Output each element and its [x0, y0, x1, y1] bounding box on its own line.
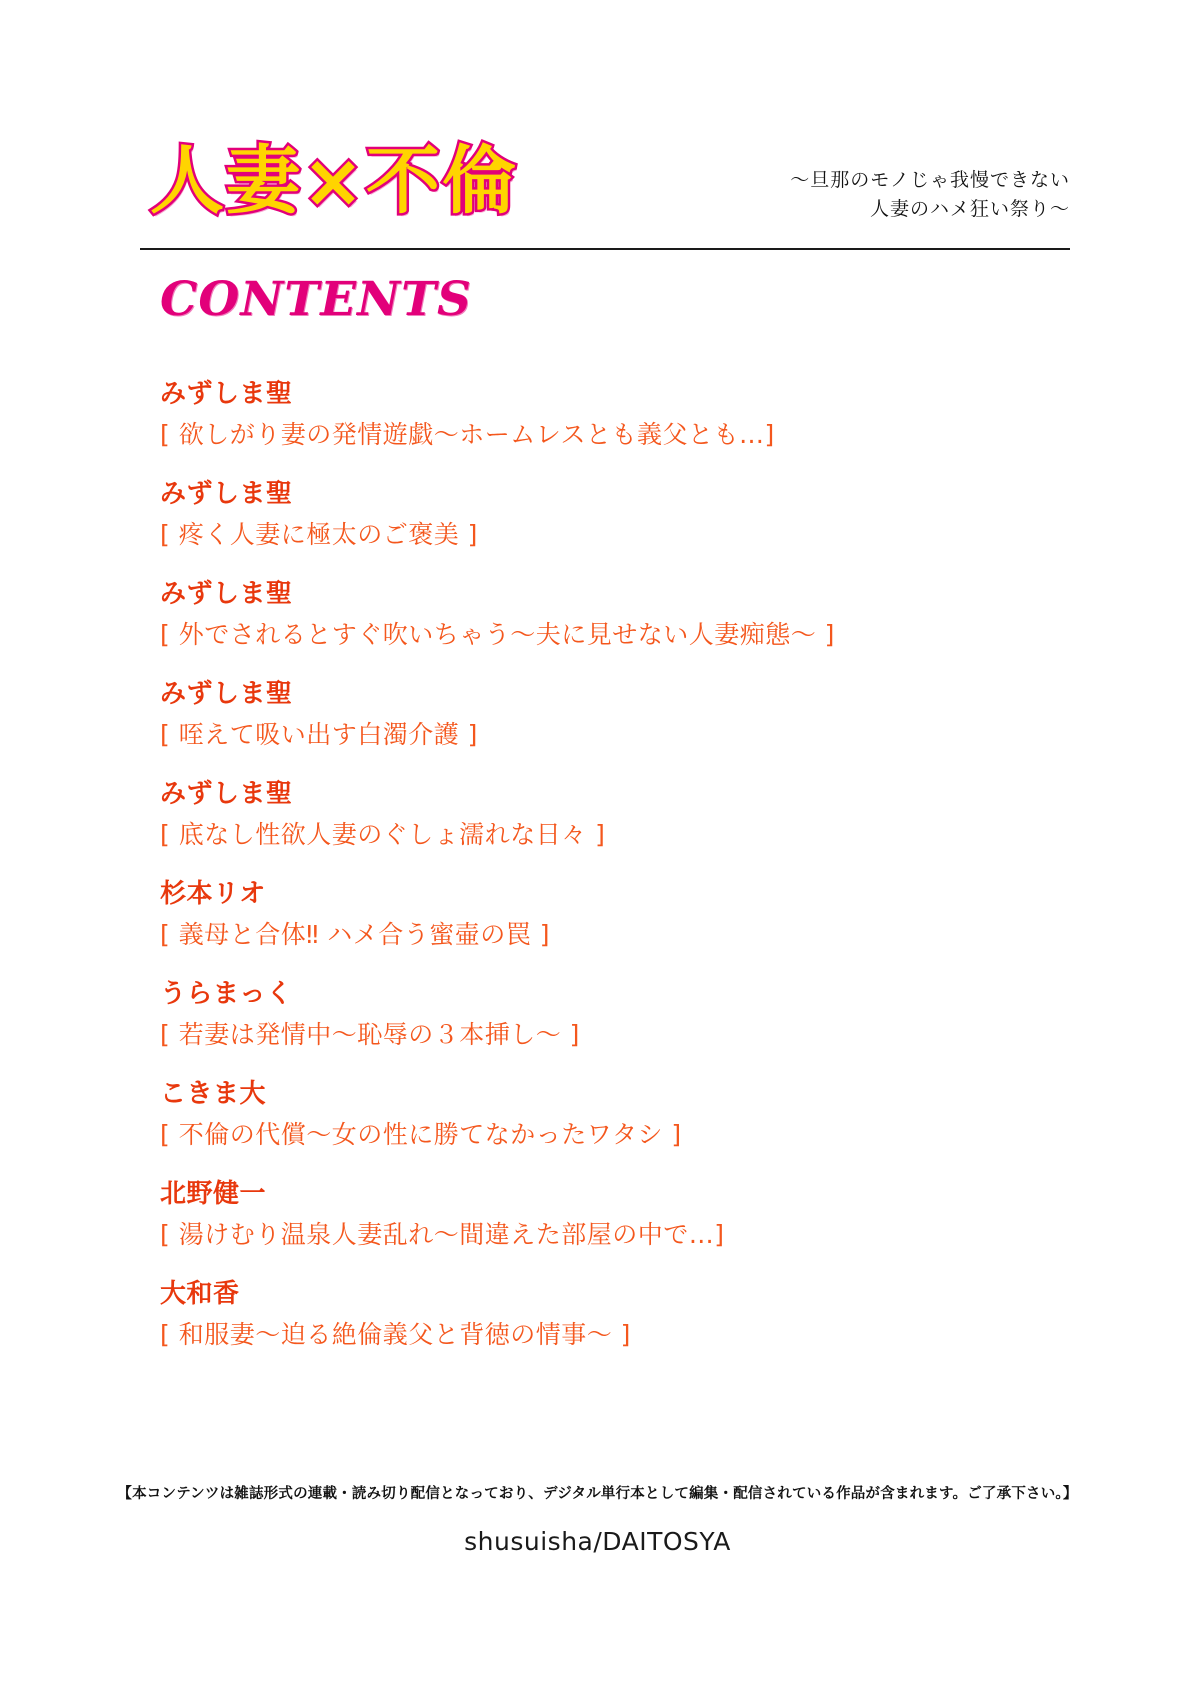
list-item — [160, 1078, 1060, 1151]
list-item — [160, 578, 1060, 651]
masthead-divider — [140, 248, 1070, 250]
list-item — [160, 1178, 1060, 1251]
list-item — [160, 678, 1060, 751]
masthead — [140, 140, 1070, 250]
entry-title: [ 和服妻〜迫る絶倫義父と背徳の情事〜 ] — [160, 1319, 631, 1349]
entry-author: みずしま聖 — [160, 779, 293, 809]
entry-author: 杉本リオ — [160, 879, 266, 909]
entry-author: みずしま聖 — [160, 379, 293, 409]
list-item — [160, 778, 1060, 851]
entry-title: [ 疼く人妻に極太のご褒美 ] — [160, 519, 478, 549]
contents-list — [160, 378, 1060, 1378]
publication-subtitle-line-2: 人妻のハメ狂い祭り〜 — [869, 198, 1070, 221]
list-item — [160, 978, 1060, 1051]
entry-title: [ 外でされるとすぐ吹いちゃう〜夫に見せない人妻痴態〜 ] — [160, 619, 835, 649]
entry-author: 大和香 — [160, 1279, 240, 1309]
list-item — [160, 378, 1060, 451]
entry-author: 北野健一 — [160, 1179, 267, 1209]
entry-title: [ 欲しがり妻の発情遊戯〜ホームレスとも義父とも…] — [160, 419, 775, 449]
entry-author: うらまっく — [160, 979, 293, 1009]
footer-disclaimer: 【本コンテンツは雑誌形式の連載・読み切り配信となっており、デジタル単行本として編集・配信されている作品が含まれます。ご了承下さい。】 — [117, 1486, 1078, 1502]
publication-logo-title: 人妻×不倫 — [150, 138, 519, 224]
page-title: CONTENTS — [160, 272, 472, 327]
entry-author: みずしま聖 — [160, 479, 293, 509]
list-item — [160, 878, 1060, 951]
entry-title: [ 不倫の代償〜女の性に勝てなかったワタシ ] — [160, 1119, 682, 1149]
list-item — [160, 1278, 1060, 1351]
entry-title: [ 湯けむり温泉人妻乱れ〜間違えた部屋の中で…] — [160, 1219, 725, 1249]
publication-subtitle — [790, 166, 1070, 225]
entry-author: みずしま聖 — [160, 679, 293, 709]
entry-author: みずしま聖 — [160, 579, 293, 609]
footer-publisher: shusuisha/DAITOSYA — [464, 1527, 731, 1556]
entry-title: [ 咥えて吸い出す白濁介護 ] — [160, 719, 478, 749]
entry-title: [ 義母と合体‼ ハメ合う蜜壷の罠 ] — [160, 919, 550, 949]
entry-title: [ 底なし性欲人妻のぐしょ濡れな日々 ] — [160, 819, 606, 849]
entry-title: [ 若妻は発情中〜恥辱の３本挿し〜 ] — [160, 1019, 580, 1049]
entry-author: こきま大 — [160, 1079, 267, 1109]
list-item — [160, 478, 1060, 551]
publication-subtitle-line-1: 〜旦那のモノじゃ我慢できない — [790, 169, 1070, 191]
